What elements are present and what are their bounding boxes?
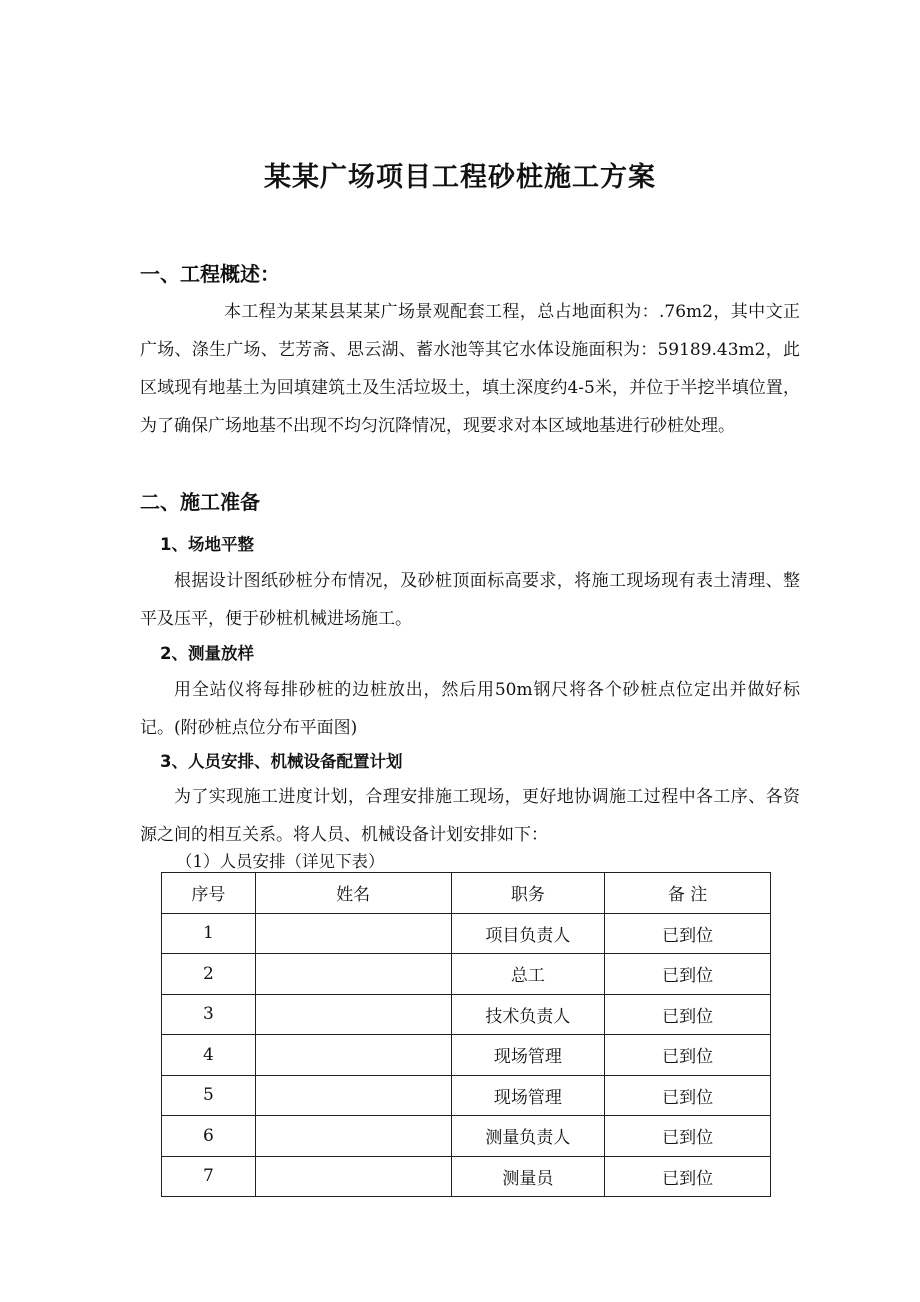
cell-name (255, 1035, 451, 1076)
subheading-site-leveling: 1、场地平整 (160, 535, 254, 554)
table-row (162, 1075, 771, 1116)
cell-position: 测量员 (451, 1156, 605, 1197)
header-remark: 备 注 (605, 873, 771, 914)
cell-name (255, 1156, 451, 1197)
cell-position: 技术负责人 (451, 994, 605, 1035)
section-heading-overview: 一、工程概述： (140, 262, 280, 286)
cell-index: 1 (162, 913, 256, 954)
table-row (162, 994, 771, 1035)
cell-remark: 已到位 (605, 1156, 771, 1197)
cell-index: 5 (162, 1075, 256, 1116)
subheading-survey-staking: 2、测量放样 (160, 644, 254, 663)
section-heading-preparation: 二、施工准备 (140, 490, 260, 514)
cell-position: 现场管理 (451, 1035, 605, 1076)
overview-paragraph: 本工程为某某县某某广场景观配套工程，总占地面积为：.76m2，其中文正广场、涤生广场、艺芳斋、思云湖、蓄水池等其它水体设施面积为：59189.43m2，此区域现有地基土为回填建筑土及生活垃圾土，填土深度约4-5米，并位于半挖半填位置，为了确保广场地基不出现不均匀沉降情况，现要求对本区域地基进行砂桩处理。 (140, 302, 800, 436)
survey-staking-paragraph: 用全站仪将每排砂桩的边桩放出，然后用50m钢尺将各个砂桩点位定出并做好标记。(附砂桩点位分布平面图) (140, 680, 800, 738)
cell-name (255, 954, 451, 995)
cell-position: 总工 (451, 954, 605, 995)
table-header-row (162, 873, 771, 914)
cell-position: 项目负责人 (451, 913, 605, 954)
cell-position: 现场管理 (451, 1075, 605, 1116)
cell-index: 7 (162, 1156, 256, 1197)
cell-remark: 已到位 (605, 994, 771, 1035)
cell-name (255, 913, 451, 954)
cell-name (255, 1116, 451, 1157)
cell-remark: 已到位 (605, 1035, 771, 1076)
table-row (162, 1035, 771, 1076)
site-leveling-paragraph: 根据设计图纸砂桩分布情况，及砂桩顶面标高要求，将施工现场现有表土清理、整平及压平，便于砂桩机械进场施工。 (140, 571, 800, 629)
subheading-staffing-plan: 3、人员安排、机械设备配置计划 (160, 752, 403, 771)
cell-remark: 已到位 (605, 1075, 771, 1116)
table-row (162, 954, 771, 995)
cell-index: 4 (162, 1035, 256, 1076)
table-row (162, 913, 771, 954)
document-title: 某某广场项目工程砂桩施工方案 (264, 162, 656, 193)
table-row (162, 1116, 771, 1157)
header-position: 职务 (451, 873, 605, 914)
cell-index: 3 (162, 994, 256, 1035)
cell-remark: 已到位 (605, 954, 771, 995)
staff-table (161, 872, 771, 1197)
staffing-plan-paragraph: 为了实现施工进度计划，合理安排施工现场，更好地协调施工过程中各工序、各资源之间的相互关系。将人员、机械设备计划安排如下： (140, 787, 800, 845)
header-name: 姓名 (255, 873, 451, 914)
table-caption: （1）人员安排（详见下表） (176, 852, 385, 871)
cell-name (255, 994, 451, 1035)
cell-name (255, 1075, 451, 1116)
cell-index: 2 (162, 954, 256, 995)
cell-remark: 已到位 (605, 1116, 771, 1157)
table-row (162, 1156, 771, 1197)
header-index: 序号 (162, 873, 256, 914)
cell-index: 6 (162, 1116, 256, 1157)
cell-position: 测量负责人 (451, 1116, 605, 1157)
cell-remark: 已到位 (605, 913, 771, 954)
